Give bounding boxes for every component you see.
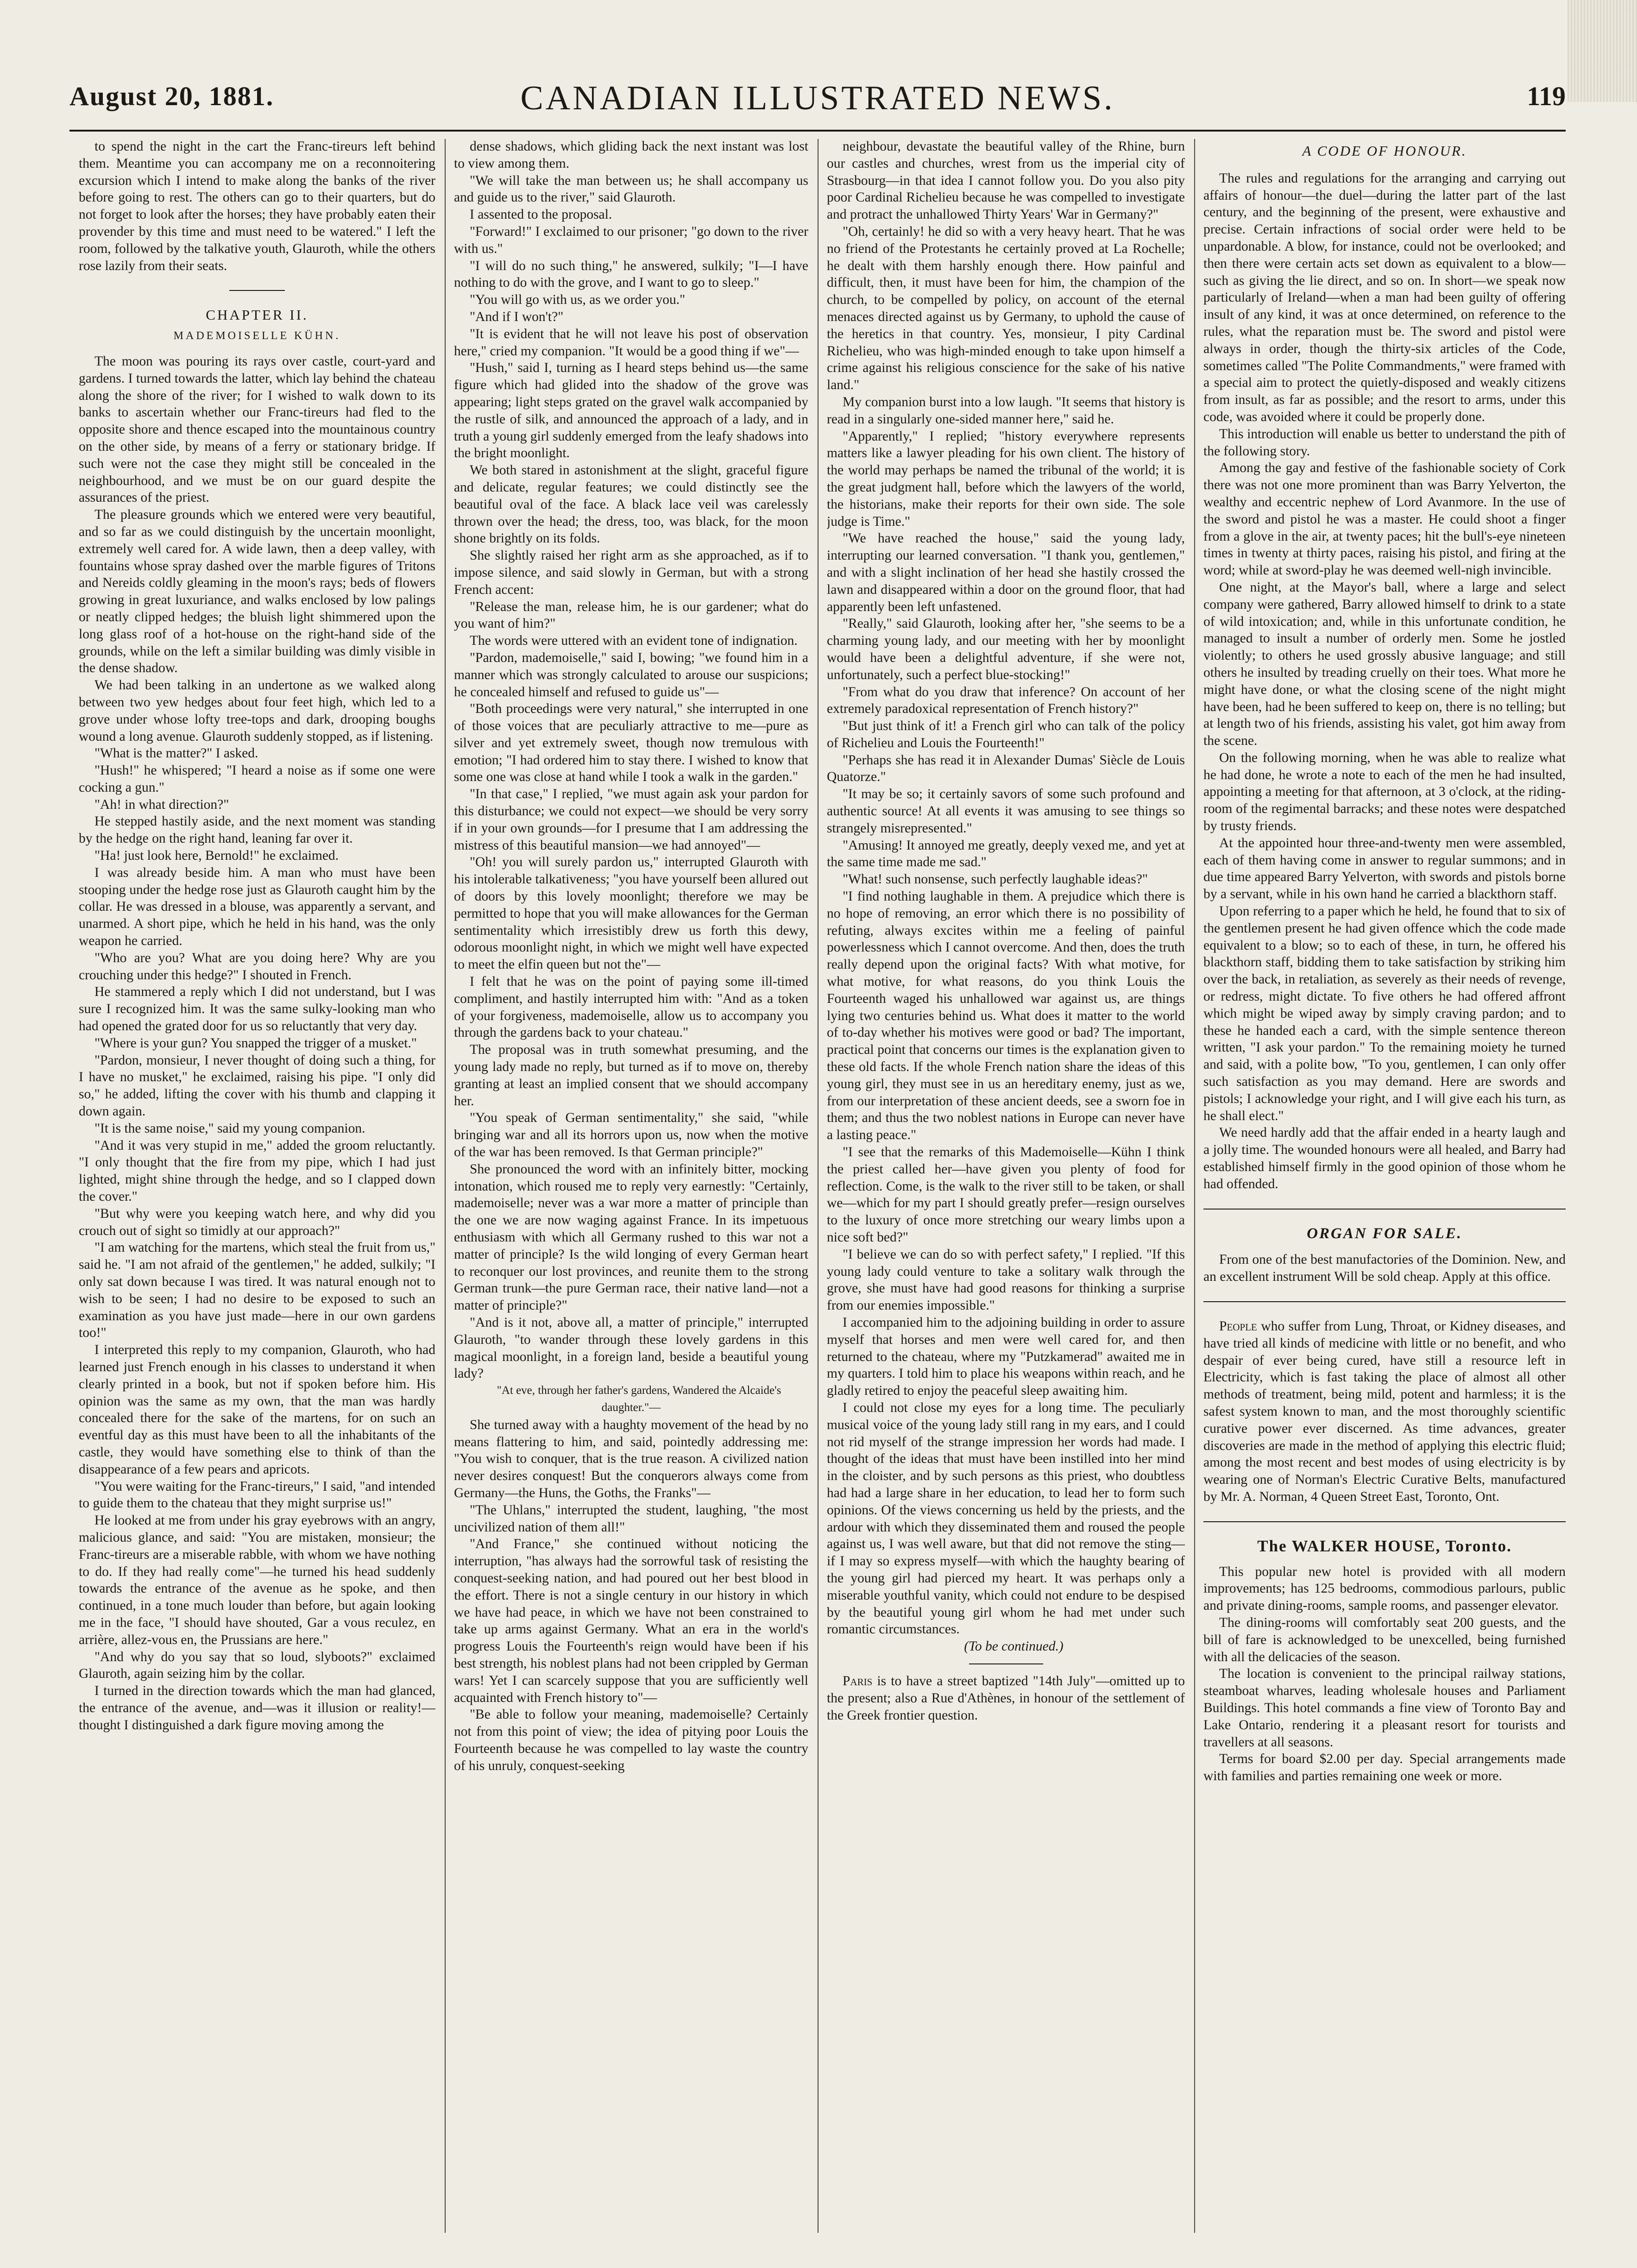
paragraph: "Ha! just look here, Bernold!" he exclaimed. xyxy=(94,848,339,863)
column-divider xyxy=(445,139,446,2233)
walker-house-body xyxy=(1203,1563,1566,1785)
section-rule xyxy=(969,1663,1043,1664)
people-ad-text: who suffer from Lung, Throat, or Kidney diseases, and have tried all kinds of medicine with little or no benefit, and who despair of ever being cured, have still a resource left in Electricity, which is fast taking the place of almost all other methods of treatment, being mild, potent and harmless; it is the safest system known to man, and the most thoroughly scientific curative power ever discerned. As time advances, greater discoveries are made in the method of applying this electric fluid; among the most recent and best modes of using electricity is by wearing one of Norman's Electric Curative Belts, manufactured by Mr. A. Norman, 4 Queen Street East, Toronto, Ont. xyxy=(1203,1319,1566,1504)
paragraph: "In that case," I replied, "we must again ask your pardon for this disturbance; we could not expect—we should be very sorry if in your own grounds—for I presume that I am addressing the mistress of this beautiful mansion—we had annoyed"— xyxy=(454,787,808,853)
paragraph: "Be able to follow your meaning, mademoiselle? Certainly not from this point of view; the idea of pitying poor Louis the Fourteenth because he was compelled to lay waste the country of his unruly, conquest-seeking xyxy=(454,1707,808,1773)
paragraph: "And if I won't?" xyxy=(470,309,564,324)
paragraph: One night, at the Mayor's ball, where a large and select company were gathered, Barry allowed himself to drink to a state of wild intoxication; and, while in this unfortunate condition, he managed to insult a number of orderly men. Some he jostled violently; to others he used grossly abusive language; and still others he insulted by treading cruelly on their toes. What more he might have done, or what the closing scene of the night might have been, had he been suffered to keep on, there is no telling; but at length two of his friends, assisting his valet, got him away from the scene. xyxy=(1203,580,1566,749)
paragraph: "I believe we can do so with perfect safety," I replied. "If this young lady could venture to take a solitary walk through the grove, she must have had good reasons for thinking a surprise from our enemies impossible." xyxy=(827,1247,1185,1313)
paragraph: I was already beside him. A man who must have been stooping under the hedge rose just as Glauroth caught him by the collar. He was dressed in a blouse, was apparently a servant, and unarmed. A short pipe, which he held in his hand, was the only weapon he carried. xyxy=(79,865,435,949)
paragraph: "Both proceedings were very natural," she interrupted in one of those voices that are peculiarly attractive to me—pure as silver and yet extremely sweet, though now tremulous with emotion; "I had ordered him to stay there. I wished to know that some one was close at hand while I took a walk in the garden." xyxy=(454,701,808,785)
paris-note xyxy=(827,1673,1185,1724)
walker-house-title: The WALKER HOUSE, Toronto. xyxy=(1257,1537,1512,1555)
paragraph: "And is it not, above all, a matter of principle," interrupted Glauroth, "to wander through these lovely gardens in this magical moonlight, in a foreign land, beside a beautiful young lady? xyxy=(454,1315,808,1381)
paragraph: The rules and regulations for the arranging and carrying out affairs of honour—the duel—during the latter part of the last century, and the beginning of the present, were exhaustive and precise. Certain infractions of social order were held to be unpardonable. A blow, for instance, could not be overlooked; and then there were certain acts set down as equivalent to a blow—such as giving the lie direct, and so on. In short—we speak now particularly of Ireland—when a man had been guilty of offering insult of any kind, it was at once determined, on reference to the rules, what the reparation must be. The sword and pistol were always in order, though the thirty-six articles of the Code, sometimes called "The Polite Commandments," were framed with a special aim to protect the quietly-disposed and weakly citizens from insult, as far as possible; and the resort to arms, under this code, was avoided where it could be properly done. xyxy=(1203,170,1566,424)
paragraph: "Amusing! It annoyed me greatly, deeply vexed me, and yet at the same time made me sad." xyxy=(827,838,1185,870)
people-lead: People xyxy=(1219,1319,1257,1334)
chapter-subtitle: MADEMOISELLE KÜHN. xyxy=(173,330,341,342)
paragraph: My companion burst into a low laugh. "It seems that history is read in a singularly one-sided manner here," said he. xyxy=(827,394,1185,427)
section-rule xyxy=(229,290,285,291)
paragraph: She slightly raised her right arm as she approached, as if to impose silence, and said slowly in German, but with a strong French accent: xyxy=(454,548,808,597)
paragraph: "Hush!" he whispered; "I heard a noise as if some one were cocking a gun." xyxy=(79,763,435,795)
paragraph: She turned away with a haughty movement of the head by no means flattering to him, and said, pointedly addressing me: "You wish to conquer, that is the true reason. A civilized nation never desires conquest! But the conquerors always come from Germany—the Huns, the Goths, the Franks"— xyxy=(454,1417,808,1500)
paragraph: "And it was very stupid in me," added the groom reluctantly. "I only thought that the fire from my pipe, which I had just lighted, might shine through the hedge, and so I clapped down the cover." xyxy=(79,1138,435,1204)
paragraph: "You will go with us, as we order you." xyxy=(470,292,686,308)
paragraph: "Who are you? What are you doing here? Why are you crouching under this hedge?" I shouted in French. xyxy=(79,950,435,983)
paragraph: I interpreted this reply to my companion, Glauroth, who had learned just French enough in his classes to understand it when clearly printed in a book, but not if spoken before him. His opinion was the same as my own, that the man was hardly concealed there for the sake of the martens, for on such an eventful day as this must have been to all the inhabitants of the castle, they would have something else to think of than the disappearance of a few pears and apricots. xyxy=(79,1342,435,1477)
paragraph: "It is the same noise," said my young companion. xyxy=(94,1121,365,1136)
paragraph: I turned in the direction towards which the man had glanced, the entrance of the avenue, and—was it illusion or reality!—thought I distinguished a dark figure moving among the xyxy=(79,1683,435,1732)
paragraph: He looked at me from under his gray eyebrows with an angry, malicious glance, and said: "You are mistaken, monsieur; the Franc-tireurs are a miserable rabble, with whom we have nothing to do. If they had really come"—he turned his head suddenly towards the entrance of the avenue as he spoke, and then continued, in a tone much louder than before, but again looking me in the face, "I should have shouted, Gar a vous reculez, en arrière, allez-vous en, the Prussians are here." xyxy=(79,1513,435,1647)
paragraph: "At eve, through her father's gardens, Wandered the Alcaide's daughter."— xyxy=(497,1384,781,1414)
paragraph: "And why do you say that so loud, slyboots?" exclaimed Glauroth, again seizing him by the collar. xyxy=(79,1649,435,1682)
organ-title: ORGAN FOR SALE. xyxy=(1307,1225,1462,1242)
paragraph: "Perhaps she has read it in Alexander Dumas' Siècle de Louis Quatorze." xyxy=(827,752,1185,785)
paris-note-text: is to have a street baptized "14th July"—omitted up to the present; also a Rue d'Athènes, in honour of the settlement of the Greek frontier question. xyxy=(827,1673,1185,1723)
story-body xyxy=(79,353,435,1734)
page-number: 119 xyxy=(1527,81,1566,111)
column-divider xyxy=(1194,139,1195,2233)
paragraph: He stepped hastily aside, and the next moment was standing by the hedge on the right hand, leaning far over it. xyxy=(79,814,435,846)
paragraph: I felt that he was on the point of paying some ill-timed compliment, and hastily interrupted him with: "And as a token of your forgiveness, mademoiselle, allow us to accompany you through the gardens back to your chateau." xyxy=(454,974,808,1040)
paragraph: Among the gay and festive of the fashionable society of Cork there was not one more prominent than was Barry Yelverton, the wealthy and eccentric nephew of Lord Avanmore. In the use of the sword and pistol he was a master. He could shoot a finger from a glove in the air, at twenty paces; hit the bull's-eye nineteen times in twenty at thirty paces, raising his pistol, and firing at the word; while at sword-play he was deemed well-nigh invincible. xyxy=(1203,460,1566,578)
section-rule xyxy=(1203,1209,1566,1210)
paragraph: This introduction will enable us better to understand the pith of the following story. xyxy=(1203,426,1566,459)
paragraph: "Forward!" I exclaimed to our prisoner; "go down to the river with us." xyxy=(454,224,808,256)
header-rule xyxy=(69,130,1566,132)
paragraph: neighbour, devastate the beautiful valley of the Rhine, burn our castles and churches, wrest from us the imperial city of Strasbourg—in that idea I cannot follow you. Do you also pity poor Cardinal Richelieu because he was compelled to investigate and protract the unhallowed Thirty Years' War in Germany?" xyxy=(827,139,1185,222)
paragraph: "We will take the man between us; he shall accompany us and guide us to the river," said Glauroth. xyxy=(454,173,808,205)
paragraph: I assented to the proposal. xyxy=(470,207,612,222)
issue-date: August 20, 1881. xyxy=(69,81,274,111)
chapter-heading: CHAPTER II. xyxy=(206,307,309,323)
paragraph: She pronounced the word with an infinitely bitter, mocking intonation, which roused me to reply very earnestly: "Certainly, mademoiselle; never was a war more a matter of principle than the one we are now waging against France. In its impetuous enthusiasm with which all Germany rushed to this war not a matter of principle? Is the wild longing of every German heart to reconquer our lost provinces, and reunite them to the strong German trunk—the pure German race, their native land—not a matter of principle?" xyxy=(454,1161,808,1313)
story-body xyxy=(454,138,808,1775)
paragraph: "I am watching for the martens, which steal the fruit from us," said he. "I am not afraid of the gentlemen," he added, sulkily; "I only sat down because I was tired. It was natural enough not to wish to be seen; I had no desire to be exposed to such an examination as you have just made—here in our own gardens too!" xyxy=(79,1240,435,1341)
paragraph: "What is the matter?" I asked. xyxy=(94,746,258,761)
paragraph: "The Uhlans," interrupted the student, laughing, "the most uncivilized nation of them all!" xyxy=(454,1502,808,1535)
paris-lead: Paris xyxy=(843,1673,873,1688)
paragraph: He stammered a reply which I did not understand, but I was sure I recognized him. It was the same sulky-looking man who had opened the grated door for us so reluctantly that very day. xyxy=(79,984,435,1034)
paragraph: "Pardon, monsieur, I never thought of doing such a thing, for I have no musket," he exclaimed, raising his pipe. "I only did so," he added, lifting the cover with his thumb and clapping it down again. xyxy=(79,1052,435,1119)
column-1 xyxy=(79,138,435,2236)
section-rule xyxy=(1203,1301,1566,1302)
code-of-honour-title: A CODE OF HONOUR. xyxy=(1302,143,1467,159)
paragraph: "Apparently," I replied; "history everywhere represents matters like a lawyer pleading for his own client. The history of the world may perhaps be named the tribunal of the world; it is the great judgment hall, before which the lawyers of the world, the historians, make their reports for their own side. The sole judge is Time." xyxy=(827,428,1185,529)
paragraph: "What! such nonsense, such perfectly laughable ideas?" xyxy=(843,872,1148,887)
paragraph: "Hush," said I, turning as I heard steps behind us—the same figure which had glided into the shadow of the grove was appearing; light steps grated on the gravel walk accompanied by the rustle of silk, and announced the approach of a lady, and in truth a young girl suddenly emerged from the leafy shadows into the bright moonlight. xyxy=(454,360,808,461)
column-3 xyxy=(827,138,1185,2236)
masthead-title: CANADIAN ILLUSTRATED NEWS. xyxy=(520,79,1115,117)
paragraph: "I find nothing laughable in them. A prejudice which there is no hope of removing, an error which there is no possibility of refuting, always excites within me a feeling of painful powerlessness which I cannot overcome. And then, does the truth really depend upon the original facts? With what motive, for what motive, for what reasons, do you think Louis the Fourteenth waged his unhallowed war against us, are things lying two centuries behind us. What does it matter to the world of to-day whether his motives were good or bad? The important, practical point that concerns our times is the explanation given to these old facts. If the whole French nation share the ideas of this young girl, they must see in us an hereditary enemy, just as we, from our interpretation of these ancient deeds, see a sworn foe in them; and thus the two noblest nations in Europe can never have a lasting peace." xyxy=(827,889,1185,1143)
story-continuation: to spend the night in the cart the Franc-tireurs left behind them. Meantime you can accompany me on a reconnoitering excursion which I intend to make along the banks of the river before going to rest. The others can go to their quarters, but do not forget to look after the horses; they have probably eaten their provender by this time and must need to be watered." I left the room, followed by the talkative youth, Glauroth, while the others rose lazily from their seats. xyxy=(79,139,435,273)
paragraph: "Ah! in what direction?" xyxy=(94,797,229,812)
paragraph: "Pardon, mademoiselle," said I, bowing; "we found him in a manner which was strongly calculated to arouse our suspicions; he concealed himself and refused to guide us"— xyxy=(454,650,808,699)
paragraph: We had been talking in an undertone as we walked along between two yew hedges about four feet high, which led to a grove under whose lofty tree-tops and dark, drooping boughs wound a long avenue. Glauroth suddenly stopped, as if listening. xyxy=(79,678,435,744)
paragraph: "You speak of German sentimentality," she said, "while bringing war and all its horrors upon us, now when the motive of the war has been removed. Is that German principle?" xyxy=(454,1110,808,1160)
page-edge-scan-artifact xyxy=(1568,0,1637,102)
paragraph: "Release the man, release him, he is our gardener; what do you want of him?" xyxy=(454,599,808,631)
paragraph: The location is convenient to the principal railway stations, steamboat wharves, leading wholesale houses and Parliament Buildings. This hotel commands a fine view of Toronto Bay and Lake Ontario, rendering it a pleasant resort for tourists and travellers at all seasons. xyxy=(1203,1666,1566,1750)
paragraph: At the appointed hour three-and-twenty men were assembled, each of them having come in answer to regular summons; and in due time appeared Barry Yelverton, with swords and pistols borne by a servant, while in his own hand he carried a blackthorn staff. xyxy=(1203,835,1566,902)
paragraph: "But why were you keeping watch here, and why did you crouch out of sight so timidly at our approach?" xyxy=(79,1206,435,1238)
paragraph: Terms for board $2.00 per day. Special arrangements made with families and parties remaining one week or more. xyxy=(1203,1751,1566,1784)
paragraph: We both stared in astonishment at the slight, graceful figure and delicate, regular features; we could distinctly see the beautiful oval of the face. A black lace veil was carelessly thrown over the head; the dress, too, was black, for the moon shone brightly on its folds. xyxy=(454,463,808,546)
paragraph: "It may be so; it certainly savors of some such profound and authentic source! At all events it was amusing to see things so strangely misrepresented." xyxy=(827,787,1185,836)
paragraph: This popular new hotel is provided with all modern improvements; has 125 bedrooms, commodious parlours, public and private dining-rooms, sample rooms, and passenger elevator. xyxy=(1203,1564,1566,1613)
paragraph: "It is evident that he will not leave his post of observation here," cried my companion. "It would be a good thing if we"— xyxy=(454,326,808,359)
column-4 xyxy=(1203,138,1566,2236)
paragraph: "You were waiting for the Franc-tireurs," I said, "and intended to guide them to the chateau that they might surprise us!" xyxy=(79,1479,435,1511)
paragraph: On the following morning, when he was able to realize what he had done, he wrote a note to each of the men he had insulted, appointing a meeting for that afternoon, at 3 o'clock, at the riding-room of the regimental barracks; and these notes were despatched by trusty friends. xyxy=(1203,750,1566,834)
paragraph: "I will do no such thing," he answered, sulkily; "I—I have nothing to do with the grove, and I want to go to sleep." xyxy=(454,258,808,290)
to-be-continued: (To be continued.) xyxy=(964,1639,1064,1654)
paragraph: The proposal was in truth somewhat presuming, and the young lady made no reply, but turned as if to move on, thereby granting at least an implied consent that we should accompany her. xyxy=(454,1042,808,1109)
section-rule xyxy=(1203,1521,1566,1522)
paragraph: Upon referring to a paper which he held, he found that to six of the gentlemen present he had given offence which the code made equivalent to a blow; so to each of these, in turn, he offered his blackthorn staff, bidding them to take satisfaction by striking him over the back, in retaliation, as severely as their needs of revenge, or redress, might dictate. To five others he had offered affront which might be wiped away by simply craving pardon; and to these he handed each a card, with the simple sentence thereon written, "I ask your pardon." To the remaining moiety he turned and said, with a polite bow, "To you, gentlemen, I can only offer such satisfaction as you may demand. Here are swords and pistols; I acknowledge your right, and I will give each his turn, as he shall elect." xyxy=(1203,904,1566,1123)
paragraph: dense shadows, which gliding back the next instant was lost to view among them. xyxy=(454,139,808,171)
people-ad xyxy=(1203,1318,1566,1506)
paragraph: "I see that the remarks of this Mademoiselle—Kühn I think the priest called her—have given you plenty of food for reflection. Come, is the walk to the river still to be taken, or shall we—which for my part I should greatly prefer—resign ourselves to the luxury of once more stretching our weary limbs upon a nice soft bed?" xyxy=(827,1145,1185,1245)
paragraph: The moon was pouring its rays over castle, court-yard and gardens. I turned towards the latter, which lay behind the chateau along the shore of the river; for I wished to walk down to its banks to ascertain whether our Franc-tireurs had fled to the opposite shore and thence escaped into the mountainous country on the other side, by means of a ferry or stationary bridge. If such were not the case they might still be concealed in the neighbourhood, and we must be on our guard despite the assurances of the priest. xyxy=(79,353,435,505)
paragraph: "From what do you draw that inference? On account of her extremely paradoxical representation of French history?" xyxy=(827,684,1185,717)
code-of-honour-body xyxy=(1203,170,1566,1193)
paragraph: The dining-rooms will comfortably seat 200 guests, and the bill of fare is acknowledged to be unexcelled, being furnished with all the delicacies of the season. xyxy=(1203,1615,1566,1664)
paragraph: The words were uttered with an evident tone of indignation. xyxy=(470,633,798,649)
organ-text: From one of the best manufactories of the Dominion. New, and an excellent instrument Will be sold cheap. Apply at this office. xyxy=(1203,1252,1566,1285)
paragraph: "But just think of it! a French girl who can talk of the policy of Richelieu and Louis the Fourteenth!" xyxy=(827,718,1185,750)
paragraph: "Where is your gun? You snapped the trigger of a musket." xyxy=(94,1035,417,1051)
page-header xyxy=(69,74,1566,125)
paragraph: I accompanied him to the adjoining building in order to assure myself that horses and men were well cared for, and then returned to the chateau, where my "Putzkamerad" awaited me in my quarters. I told him to place his weapons within reach, and he gladly retired to enjoy the peaceful sleep awaiting him. xyxy=(827,1315,1185,1399)
column-2 xyxy=(454,138,808,2236)
paragraph: "Oh, certainly! he did so with a very heavy heart. That he was no friend of the Protestants he certainly proved at La Rochelle; he dealt with them harshly enough there. How painful and difficult, then, it must have been for him, the champion of the church, to be compelled by policy, on account of the eternal menaces directed against us by Germany, to uphold the cause of the heretics in that country. Yes, monsieur, I pity Cardinal Richelieu, who was high-minded enough to take upon himself a crime against his religious conscience for the sake of his native land." xyxy=(827,224,1185,393)
paragraph: "Really," said Glauroth, looking after her, "she seems to be a charming young lady, and our meeting with her by moonlight would have been a delightful adventure, if she were not, unfortunately, such a perfect blue-stocking!" xyxy=(827,616,1185,682)
paragraph: I could not close my eyes for a long time. The peculiarly musical voice of the young lady still rang in my ears, and I could not rid myself of the strange impression her words had made. I thought of the ideas that must have been instilled into her mind in the cloister, and by such persons as this priest, who doubtless had had a large share in her education, to lead her to form such opinions. Of the views concerning us held by the priests, and the ardour with which they disseminated them and roused the people against us, I was well aware, but that did not remove the sting—if I may so express myself—with which the haughty bearing of the young girl had pierced my heart. It was perhaps only a miserable youthful vanity, which could not endure to be despised by the beautiful young girl whom he had met under such romantic circumstances. xyxy=(827,1400,1185,1637)
paragraph: The pleasure grounds which we entered were very beautiful, and so far as we could distinguish by the uncertain moonlight, extremely well cared for. A wide lawn, then a deep valley, with fountains whose spray dashed over the marble figures of Tritons and Nereids coldly gleaming in the moon's rays; beds of flowers growing in great luxuriance, and walks enclosed by low palings or neatly clipped hedges; the bluish light shimmered upon the long glass roof of a hot-house on the right-hand side of the grounds, while on the left a similar building was dimly visible in the dense shadow. xyxy=(79,507,435,676)
paragraph: "We have reached the house," said the young lady, interrupting our learned conversation. "I thank you, gentlemen," and with a slight inclination of her head she hastily crossed the lawn and disappeared within a door on the ground floor, that had apparently been left unfastened. xyxy=(827,531,1185,614)
paragraph: "And France," she continued without noticing the interruption, "has always had the sorrowful task of resisting the conquest-seeking nation, and had poured out her best blood in the effort. There is not a single century in our history in which we have had peace, in which we have not been constrained to take up arms against Germany. What an era in the world's progress Louis the Fourteenth's reign would have been if his best strength, his noblest plans had not been crippled by German wars! Yet I can scarcely suppose that you are sufficiently well acquainted with French history to"— xyxy=(454,1537,808,1705)
story-body xyxy=(827,138,1185,1638)
paragraph: We need hardly add that the affair ended in a hearty laugh and a jolly time. The wounded honours were all healed, and Barry had established himself firmly in the good opinion of those whom he had offended. xyxy=(1203,1125,1566,1191)
paragraph: "Oh! you will surely pardon us," interrupted Glauroth with his intolerable talkativeness; "you have yourself been allured out of doors by this lovely moonlight; therefore we may be permitted to hope that you will make allowances for the German sentimentality which irresistibly drew us forth this dewy, odorous moonlight night, in which we might well have expected to meet the elfin queen but not the"— xyxy=(454,855,808,972)
